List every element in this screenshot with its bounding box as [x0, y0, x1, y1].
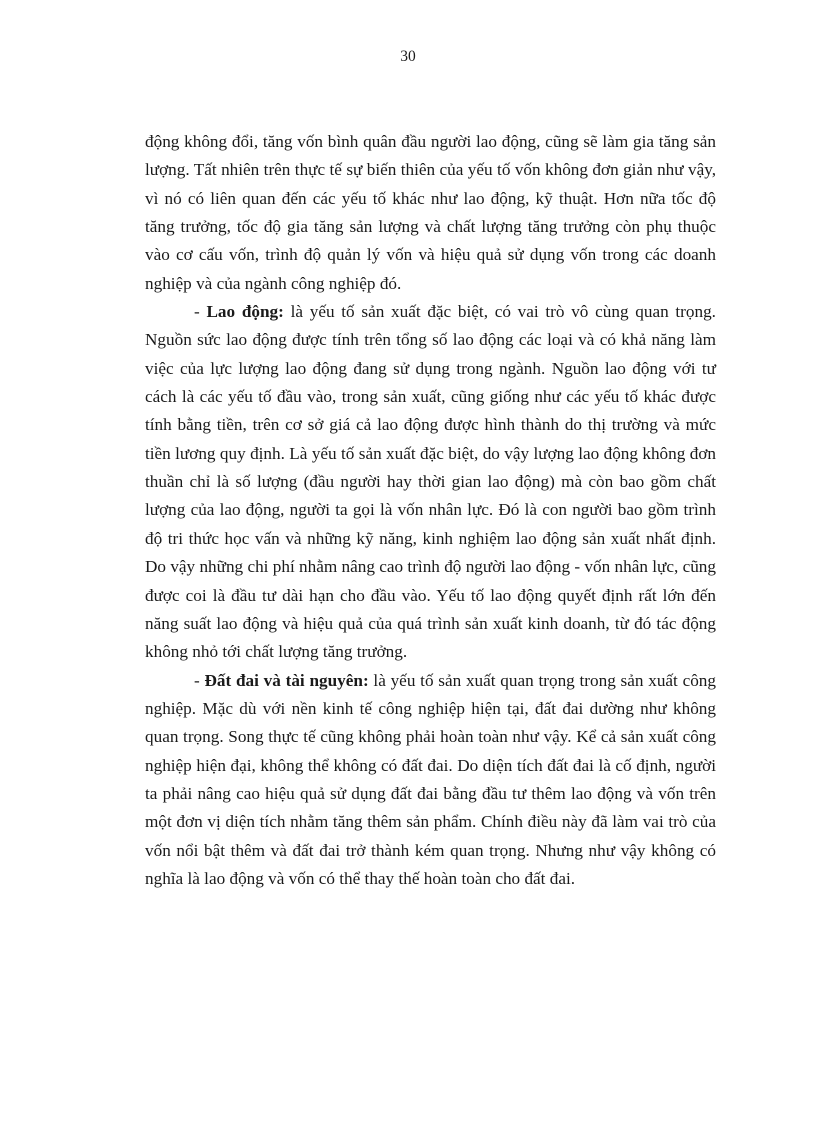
- paragraph-text: động không đổi, tăng vốn bình quân đầu người lao động, cũng sẽ làm gia tăng sản lượng. Tất nhiên trên thực tế sự biến thiên của yếu tố vốn không đơn giản như vậy, vì nó có liên quan đến các yếu tố khác như lao động, kỹ thuật. Hơn nữa tốc độ tăng trưởng, tốc độ gia tăng sản lượng và chất lượng tăng trưởng còn phụ thuộc vào cơ cấu vốn, trình độ quản lý vốn và hiệu quả sử dụng vốn trong các doanh nghiệp và của ngành công nghiệp đó.: [145, 132, 716, 293]
- paragraph-capital-continuation: [145, 128, 716, 298]
- term-land-resources: Đất đai và tài nguyên:: [204, 670, 369, 690]
- page-number: 30: [400, 48, 416, 65]
- bullet-dash: -: [194, 670, 205, 690]
- document-body: [145, 128, 716, 893]
- paragraph-text: là yếu tố sản xuất quan trọng trong sản xuất công nghiệp. Mặc dù với nền kinh tế công nghiệp hiện tại, đất đai dường như không quan trọng. Song thực tế cũng không phải hoàn toàn như vậy. Kể cả sản xuất công nghiệp hiện đại, không thể không có đất đai. Do diện tích đất đai là cố định, người ta phải nâng cao hiệu quả sử dụng đất đai bằng đầu tư thêm lao động và vốn trên một đơn vị diện tích nhằm tăng thêm sản phẩm. Chính điều này đã làm vai trò của vốn nổi bật thêm và đất đai trở thành kém quan trọng. Nhưng như vậy không có nghĩa là lao động và vốn có thể thay thế hoàn toàn cho đất đai.: [145, 670, 716, 888]
- bullet-dash: -: [194, 302, 207, 322]
- paragraph-land-resources: [145, 667, 716, 894]
- paragraph-text: là yếu tố sản xuất đặc biệt, có vai trò vô cùng quan trọng. Nguồn sức lao động được tính trên tổng số lao động các loại và có khả năng làm việc của lực lượng lao động đang sử dụng trong ngành. Nguồn lao động với tư cách là các yếu tố đầu vào, trong sản xuất, cũng giống như các yếu tố khác được tính bằng tiền, trên cơ sở giá cả lao động được hình thành do thị trường và mức tiền lương quy định. Là yếu tố sản xuất đặc biệt, do vậy lượng lao động không đơn thuần chỉ là số lượng (đầu người hay thời gian lao động) mà còn bao gồm chất lượng của lao động, người ta gọi là vốn nhân lực. Đó là con người bao gồm trình độ tri thức học vấn và những kỹ năng, kinh nghiệm lao động sản xuất nhất định. Do vậy những chi phí nhằm nâng cao trình độ người lao động - vốn nhân lực, cũng được coi là đầu tư dài hạn cho đầu vào. Yếu tố lao động quyết định rất lớn đến năng suất lao động và hiệu quả của quá trình sản xuất kinh doanh, từ đó tác động không nhỏ tới chất lượng tăng trưởng.: [145, 302, 716, 662]
- term-labor: Lao động:: [206, 302, 284, 322]
- paragraph-labor: [145, 298, 716, 666]
